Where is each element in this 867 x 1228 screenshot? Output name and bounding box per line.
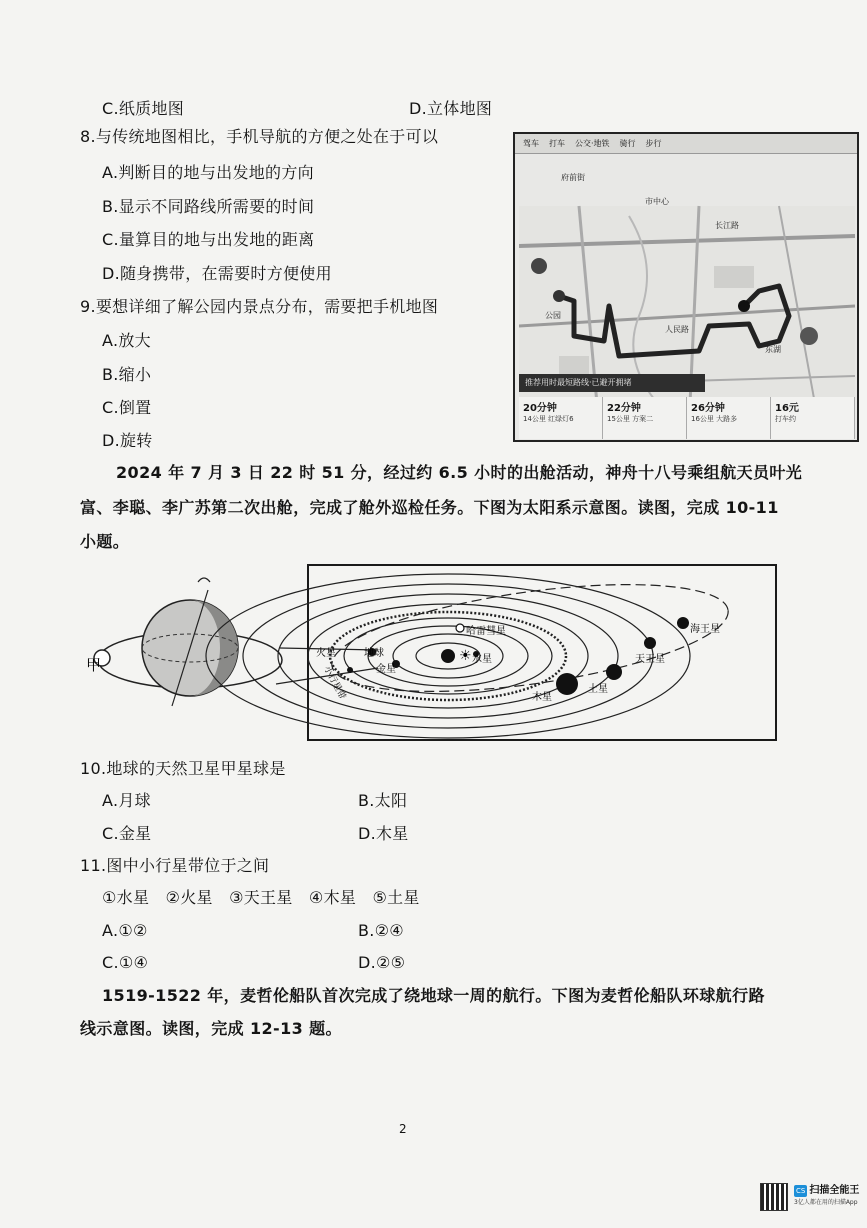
map-label-1: 府前街 <box>561 173 585 182</box>
q11-choices: ①水星 ②火星 ③天王星 ④木星 ⑤土星 <box>102 888 420 907</box>
passage1-line3: 小题。 <box>80 532 130 551</box>
q10-option-b: B.太阳 <box>358 791 408 810</box>
route-option-3 <box>687 397 771 439</box>
q9-option-c: C.倒置 <box>102 398 152 417</box>
phone-navigation-figure <box>513 132 859 442</box>
tab-drive: 驾车 <box>523 139 539 148</box>
route-option-4 <box>771 397 855 439</box>
watermark-subtitle: 3亿人都在用的扫描App <box>794 1199 858 1206</box>
q10-option-c: C.金星 <box>102 824 152 843</box>
tab-transit: 公交·地铁 <box>575 139 610 148</box>
map-label-5: 人民路 <box>665 325 689 334</box>
option-c-prev: C.纸质地图 <box>102 99 185 118</box>
qr-code-icon <box>760 1183 788 1211</box>
planet-label-mars: 火星 <box>316 648 336 659</box>
passage1-line1: 2024 年 7 月 3 日 22 时 51 分，经过约 6.5 小时的出舱活动，神舟十八号乘组航天员叶光 <box>116 463 803 482</box>
passage2-line2: 线示意图。读图，完成 12-13 题。 <box>80 1019 342 1038</box>
q10-option-d: D.木星 <box>358 824 409 843</box>
planet-label-earth: 地球 <box>364 648 384 659</box>
sun-label: ☀ <box>459 648 472 664</box>
q8-option-c: C.量算目的地与出发地的距离 <box>102 230 315 249</box>
map-label-3: 长江路 <box>715 221 739 230</box>
planet-label-saturn: 土星 <box>588 684 608 695</box>
solar-system-figure <box>80 560 780 750</box>
q9-option-b: B.缩小 <box>102 365 152 384</box>
tab-walk: 步行 <box>645 139 662 148</box>
q10-stem: 10.地球的天然卫星甲星球是 <box>80 759 286 778</box>
route-time: 22分钟 <box>607 403 641 414</box>
q11-option-c: C.①④ <box>102 953 149 972</box>
route-banner: 推荐用时最短路线·已避开拥堵 <box>519 374 705 392</box>
q9-option-d: D.旋转 <box>102 431 153 450</box>
map-label-4: 公园 <box>545 311 561 320</box>
moon-label: 甲 <box>86 656 102 674</box>
route-option-1 <box>519 397 603 439</box>
route-detail: 15公里 方案二 <box>607 415 654 423</box>
passage2-line1: 1519-1522 年，麦哲伦船队首次完成了绕地球一周的航行。下图为麦哲伦船队环球航行路 <box>102 986 765 1005</box>
q10-option-a: A.月球 <box>102 791 151 810</box>
passage1-line2: 富、李聪、李广苏第二次出舱，完成了舱外巡检任务。下图为太阳系示意图。读图，完成 10-11 <box>80 498 779 517</box>
route-detail: 打车约 <box>775 415 796 423</box>
route-options <box>519 397 855 439</box>
option-d-prev: D.立体地图 <box>409 99 493 118</box>
q11-option-d: D.②⑤ <box>358 953 406 972</box>
map-label-2: 市中心 <box>645 197 669 206</box>
q9-option-a: A.放大 <box>102 331 151 350</box>
comet-label: 哈雷彗星 <box>466 626 506 637</box>
q8-option-d: D.随身携带，在需要时方便使用 <box>102 264 332 283</box>
planet-label-venus: 金星 <box>376 664 396 675</box>
watermark-brand: 扫描全能王 <box>809 1185 860 1196</box>
sun-body <box>441 649 455 663</box>
planet-label-mercury: 水星 <box>472 654 492 665</box>
q8-option-b: B.显示不同路线所需要的时间 <box>102 197 315 216</box>
q8-stem: 8.与传统地图相比，手机导航的方便之处在于可以 <box>80 127 439 146</box>
tab-taxi: 打车 <box>549 139 565 148</box>
route-option-2 <box>603 397 687 439</box>
planet-label-jupiter: 木星 <box>532 692 552 703</box>
route-time: 16元 <box>775 403 799 414</box>
route-detail: 16公里 大路多 <box>691 415 738 423</box>
q8-option-a: A.判断目的地与出发地的方向 <box>102 163 314 182</box>
q9-stem: 9.要想详细了解公园内景点分布，需要把手机地图 <box>80 297 439 316</box>
route-time: 26分钟 <box>691 403 725 414</box>
scanner-watermark <box>760 1180 860 1214</box>
asteroid-belt-label: 小行星带 <box>321 664 348 702</box>
planet-label-neptune: 海王星 <box>690 624 720 635</box>
route-time: 20分钟 <box>523 403 557 414</box>
q11-stem: 11.图中小行星带位于之间 <box>80 856 270 875</box>
q11-option-a: A.①② <box>102 921 148 940</box>
route-detail: 14公里 红绿灯6 <box>523 415 574 423</box>
map-label-6: 东湖 <box>765 345 781 354</box>
tab-bike: 骑行 <box>619 139 636 148</box>
q11-option-b: B.②④ <box>358 921 404 940</box>
page-number: 2 <box>399 1122 407 1136</box>
planet-label-uranus: 天王星 <box>635 654 665 665</box>
phone-tab-bar <box>515 134 857 154</box>
cs-logo-icon: CS <box>796 1187 806 1195</box>
